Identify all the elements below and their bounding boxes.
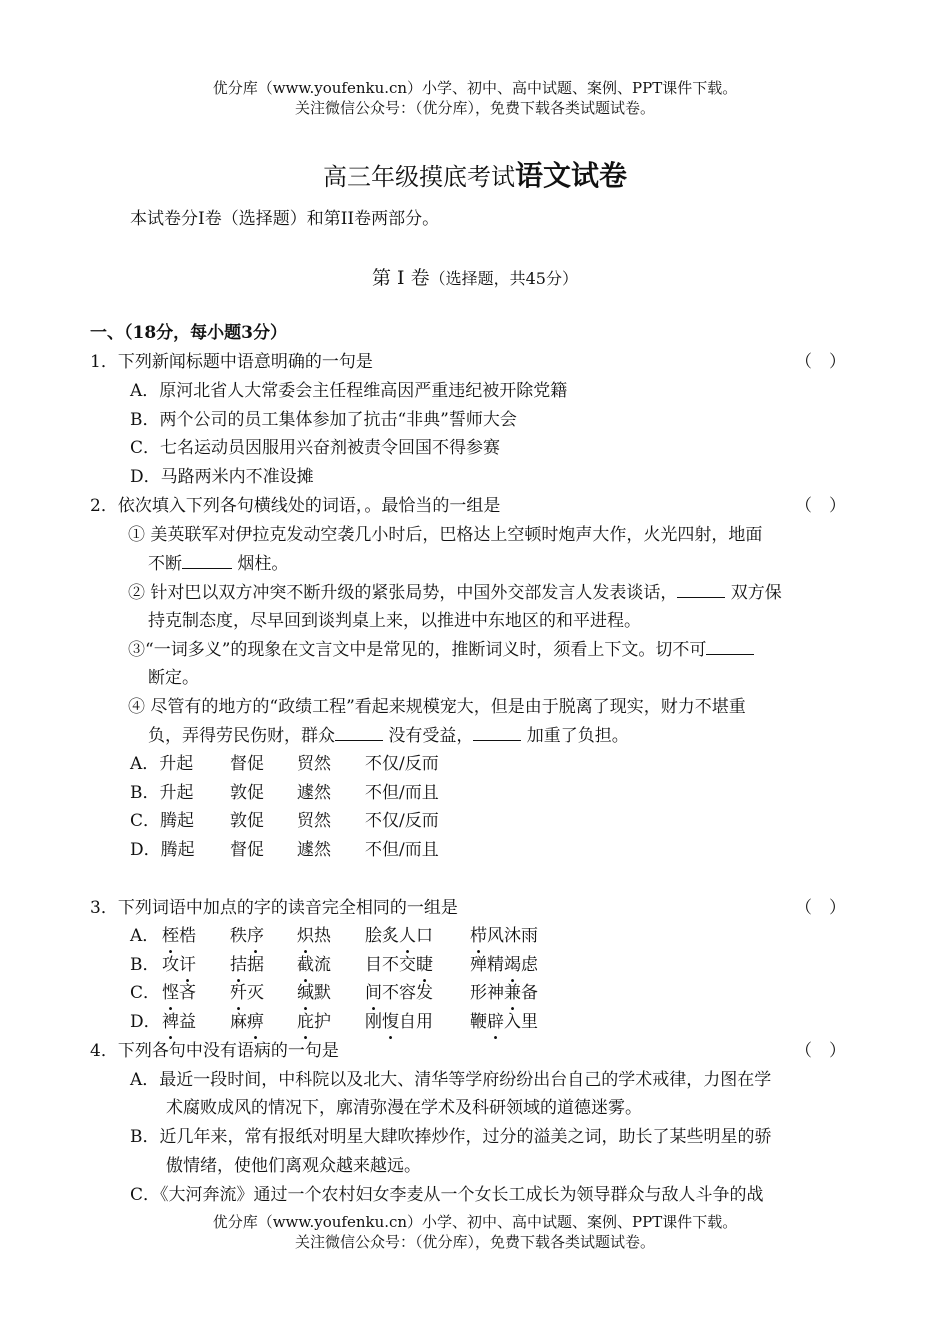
q2-d-word-4: 不但/而且	[365, 840, 439, 860]
q2-a-word-1: A．升起	[130, 754, 194, 774]
q3-a-letter: A．	[130, 926, 160, 946]
plain-char: 麻	[230, 1012, 247, 1032]
q2-sentence-3a	[128, 638, 754, 661]
q2-b-word-3: 遽然	[297, 783, 331, 803]
q1-option-b: B．两个公司的员工集体参加了抗击“非典”誓师大会	[130, 410, 517, 430]
dotted-char: 愎	[382, 1012, 399, 1032]
plain-char: 刚	[365, 1012, 382, 1032]
q3-b-letter: B．	[130, 955, 160, 975]
plain-char: 吝	[179, 983, 196, 1003]
q1-stem: 1．下列新闻标题中语意明确的一句是	[90, 352, 373, 372]
plain-char: 热	[314, 926, 331, 946]
q1-option-d: D．马路两米内不准设摊	[130, 467, 314, 487]
q2-sentence-4b	[148, 724, 629, 747]
q3-d-word-2	[230, 1011, 264, 1033]
q2-a-word-3: 贸然	[297, 754, 331, 774]
q3-b-word-1	[162, 954, 196, 976]
q3-b-word-3	[297, 954, 331, 976]
q3-b-word-5	[470, 954, 538, 976]
q3-a-word-3	[297, 925, 331, 947]
q3-c-word-3	[297, 982, 331, 1004]
q3-d-word-3	[297, 1011, 331, 1033]
q2-b-word-1: B．升起	[130, 783, 194, 803]
plain-char: 形神	[470, 983, 504, 1003]
dotted-char: 桎	[162, 926, 179, 946]
dotted-char: 拮	[230, 955, 247, 975]
q3-d-word-4	[365, 1011, 433, 1033]
q4-stem: 4．下列各句中没有语病的一句是	[90, 1041, 339, 1061]
q2-s1b-pre: 不断	[148, 554, 182, 574]
dotted-char: 栉	[470, 926, 487, 946]
header-line-2: 关注微信公众号：（优分库），免费下载各类试题试卷。	[294, 99, 655, 117]
q2-sentence-2b: 持克制态度，尽早回到谈判桌上来，以推进中东地区的和平进程。	[148, 611, 641, 631]
dotted-char: 截	[297, 955, 314, 975]
dotted-char: 庇	[297, 1012, 314, 1032]
volume-label: 第 I 卷	[372, 267, 430, 289]
plain-char: 风沐雨	[487, 926, 538, 946]
plain-char: 默	[314, 983, 331, 1003]
intro-text: 本试卷分I卷（选择题）和第II卷两部分。	[130, 209, 440, 229]
plain-char: 入里	[504, 1012, 538, 1032]
q1-answer-paren: （ ）	[795, 352, 846, 372]
q2-a-word-2: 督促	[230, 754, 264, 774]
q2-c-word-2: 敦促	[230, 811, 264, 831]
q2-sentence-1b	[148, 552, 288, 575]
q3-b-word-2	[230, 954, 264, 976]
q3-stem: 3．下列词语中加点的字的读音完全相同的一组是	[90, 898, 458, 918]
q4-option-a-line-2: 术腐败成风的情况下，廓清弥漫在学术及科研领域的道德迷雾。	[166, 1098, 642, 1118]
plain-char: 不容发	[382, 983, 433, 1003]
q2-stem: 2．依次填入下列各句横线处的词语，。最恰当的一组是	[90, 496, 501, 516]
dotted-char: 歼	[230, 983, 247, 1003]
dotted-char: 竭	[504, 955, 521, 975]
q2-s3a-text: ③“一词多义”的现象在文言文中是常见的，推断词义时，须看上下文。切不可	[128, 640, 707, 660]
plain-char: 流	[314, 955, 331, 975]
q2-s4b-mid: 没有受益，	[383, 726, 474, 746]
volume-heading	[0, 265, 950, 292]
q1-option-c: C．七名运动员因服用兴奋剂被责令回国不得参赛	[130, 438, 501, 458]
q3-a-word-1	[162, 925, 196, 947]
plain-char: 灭	[247, 983, 264, 1003]
plain-char: 秩	[230, 926, 247, 946]
dotted-char: 悭	[162, 983, 179, 1003]
dotted-char: 缄	[297, 983, 314, 1003]
page-title	[0, 160, 950, 193]
q3-c-letter: C．	[130, 983, 161, 1003]
q2-s2a-post: 双方保	[725, 583, 782, 603]
dotted-char: 痹	[247, 1012, 264, 1032]
q2-c-word-4: 不仅/反而	[365, 811, 439, 831]
plain-char: 脍	[365, 926, 382, 946]
q3-d-letter: D．	[130, 1012, 161, 1032]
q3-a-word-4	[365, 925, 433, 947]
q2-sentence-2a	[128, 581, 782, 604]
dotted-char: 序	[247, 926, 264, 946]
q2-blank-5	[473, 724, 521, 741]
q3-c-word-1	[162, 982, 196, 1004]
q4-option-b-line-2: 傲情绪，使他们离观众越来越远。	[166, 1156, 421, 1176]
dotted-char: 睫	[416, 955, 433, 975]
q3-b-word-4	[365, 954, 433, 976]
section-heading: 一、（18分，每小题3分）	[90, 323, 287, 343]
q2-s2a-pre: ② 针对巴以双方冲突不断升级的紧张局势，中国外交部发言人发表谈话，	[128, 583, 678, 603]
q2-b-word-2: 敦促	[230, 783, 264, 803]
q4-option-c-line-1: C．《大河奔流》通过一个农村妇女李麦从一个女长工成长为领导群众与敌人斗争的战	[130, 1185, 764, 1205]
q2-blank-4	[335, 724, 383, 741]
q2-s1b-post: 烟柱。	[232, 554, 289, 574]
plain-char: 备	[521, 983, 538, 1003]
q4-option-a-line-1: A．最近一段时间，中科院以及北大、清华等学府纷纷出台自己的学术戒律，力图在学	[130, 1070, 772, 1090]
header-line-1: 优分库（www.youfenku.cn）小学、初中、高中试题、案例、PPT课件下载。	[212, 79, 738, 97]
dotted-char: 间	[365, 983, 382, 1003]
q2-sentence-1a: ① 美英联军对伊拉克发动空袭几小时后，巴格达上空顿时炮声大作，火光四射，地面	[128, 525, 763, 545]
q3-a-word-2	[230, 925, 264, 947]
q2-c-word-1: C．腾起	[130, 811, 195, 831]
q2-sentence-3b: 断定。	[148, 668, 199, 688]
plain-char: 梏	[179, 926, 196, 946]
q4-option-b-line-1: B．近几年来，常有报纸对明星大肆吹捧炒作，过分的溢美之词，助长了某些明星的骄	[130, 1127, 772, 1147]
q2-sentence-4a: ④ 尽管有的地方的“政绩工程”看起来规模宠大，但是由于脱离了现实，财力不堪重	[128, 697, 746, 717]
plain-char: 殚精	[470, 955, 504, 975]
footer-line-1: 优分库（www.youfenku.cn）小学、初中、高中试题、案例、PPT课件下载。	[212, 1213, 738, 1231]
q3-a-word-5	[470, 925, 538, 947]
dotted-char: 炽	[297, 926, 314, 946]
q2-answer-paren: （ ）	[795, 496, 846, 516]
q3-c-word-2	[230, 982, 264, 1004]
q2-s4b-pre: 负，弄得劳民伤财，群众	[148, 726, 335, 746]
q3-c-word-5	[470, 982, 538, 1004]
footer-line-2: 关注微信公众号：（优分库），免费下载各类试题试卷。	[294, 1233, 655, 1251]
q2-blank-3	[706, 638, 754, 655]
q2-blank-1	[182, 552, 232, 569]
q3-d-word-5	[470, 1011, 538, 1033]
plain-char: 自用	[399, 1012, 433, 1032]
title-part-2: 语文试卷	[514, 159, 627, 192]
title-part-1: 高三年级摸底考试	[322, 163, 515, 191]
plain-char: 据	[247, 955, 264, 975]
plain-char: 护	[314, 1012, 331, 1032]
q3-d-word-1	[162, 1011, 196, 1033]
dotted-char: 辟	[487, 1012, 504, 1032]
q2-c-word-3: 贸然	[297, 811, 331, 831]
q2-d-word-2: 督促	[230, 840, 264, 860]
volume-note: （选择题，共45分）	[429, 269, 578, 288]
q2-a-word-4: 不仅/反而	[365, 754, 439, 774]
q2-b-word-4: 不但/而且	[365, 783, 439, 803]
q4-answer-paren: （ ）	[795, 1041, 846, 1061]
q2-d-word-1: D．腾起	[130, 840, 195, 860]
plain-char: 攻	[162, 955, 179, 975]
q2-s4b-post: 加重了负担。	[521, 726, 629, 746]
dotted-char: 炙人口	[382, 926, 433, 946]
dotted-char: 裨	[162, 1012, 179, 1032]
dotted-char: 讦	[179, 955, 196, 975]
plain-char: 益	[179, 1012, 196, 1032]
plain-char: 目不交	[365, 955, 416, 975]
plain-char: 鞭	[470, 1012, 487, 1032]
q1-option-a: A．原河北省人大常委会主任程维高因严重违纪被开除党籍	[130, 381, 568, 401]
q2-blank-2	[677, 581, 725, 598]
dotted-char: 兼	[504, 983, 521, 1003]
q2-d-word-3: 遽然	[297, 840, 331, 860]
q3-c-word-4	[365, 982, 433, 1004]
q3-answer-paren: （ ）	[795, 898, 846, 918]
plain-char: 虑	[521, 955, 538, 975]
